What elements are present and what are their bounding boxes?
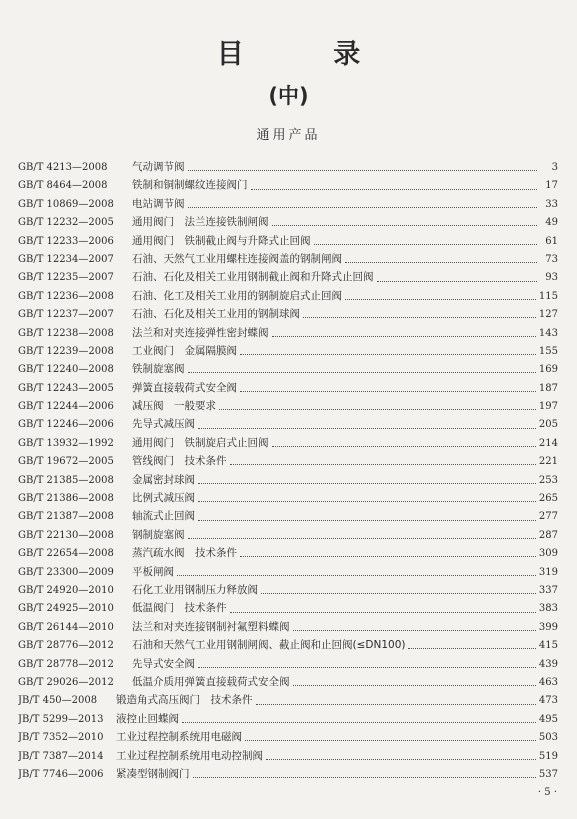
- standard-title: 低温介质用弹簧直接载荷式安全阀: [132, 675, 290, 688]
- dot-leader: [240, 390, 536, 392]
- standard-code: GB/T 12240—2008: [18, 364, 114, 376]
- toc-entry[interactable]: [18, 342, 558, 360]
- standard-title: 紧凑型钢制阀门: [116, 767, 190, 780]
- dot-leader: [240, 353, 536, 355]
- toc-entry[interactable]: [18, 599, 558, 617]
- standard-code: GB/T 24925—2010: [18, 603, 114, 615]
- dot-leader: [219, 408, 536, 410]
- page-ref: 383: [538, 603, 558, 615]
- toc-entry[interactable]: [18, 434, 558, 452]
- dot-leader: [293, 629, 536, 631]
- toc-entry[interactable]: [18, 526, 558, 544]
- dot-leader: [245, 739, 536, 741]
- page-ref: 214: [538, 437, 558, 449]
- standard-code: GB/T 21386—2008: [18, 493, 114, 505]
- dot-leader: [188, 169, 538, 171]
- standard-title: 气动调节阀: [132, 161, 185, 173]
- dot-leader: [198, 500, 536, 502]
- standard-title: 石化工业用钢制压力释放阀: [132, 583, 258, 596]
- dot-leader: [198, 427, 536, 429]
- dot-leader: [177, 574, 536, 576]
- page-ref: 503: [538, 732, 558, 744]
- standard-code: GB/T 26144—2010: [18, 621, 114, 633]
- volume-label: (中): [268, 84, 309, 108]
- dot-leader: [251, 188, 538, 190]
- standard-title: 轴流式止回阀: [132, 510, 195, 523]
- toc-entry[interactable]: [18, 728, 558, 746]
- dot-leader: [188, 537, 536, 539]
- dot-leader: [408, 647, 535, 649]
- page-ref: 3: [551, 162, 558, 173]
- page-ref: 61: [545, 235, 558, 247]
- standard-title: 石油、石化及相关工业用的钢制球阀: [132, 308, 300, 321]
- dot-leader: [293, 684, 536, 686]
- page-ref: 277: [538, 511, 558, 523]
- page-ref: 495: [538, 713, 558, 725]
- page-ref: 187: [538, 382, 558, 394]
- standard-code: JB/T 7746—2006: [18, 768, 104, 780]
- standard-title: 工业过程控制系统用电动控制阀: [116, 749, 263, 762]
- standard-code: GB/T 21387—2008: [18, 511, 114, 523]
- dot-leader: [345, 298, 536, 300]
- dot-leader: [345, 261, 537, 263]
- dot-leader: [266, 758, 536, 760]
- standard-title: 法兰和对夹连接弹性密封蝶阀: [132, 326, 269, 339]
- toc-entry[interactable]: [18, 397, 558, 415]
- toc-entry[interactable]: [18, 636, 558, 654]
- page-ref: 115: [538, 290, 558, 302]
- page-ref: 519: [538, 750, 558, 762]
- dot-leader: [198, 666, 536, 668]
- page-ref: 221: [538, 456, 558, 468]
- standard-code: GB/T 22654—2008: [18, 548, 114, 560]
- dot-leader: [240, 555, 536, 557]
- standard-title: 金属密封球阀: [132, 473, 195, 486]
- page-ref: 93: [545, 272, 558, 284]
- page-ref: 205: [538, 419, 558, 431]
- dot-leader: [272, 224, 538, 226]
- page-ref: 463: [538, 676, 558, 688]
- standard-code: GB/T 13932—1992: [18, 437, 114, 449]
- page-ref: 399: [538, 621, 558, 633]
- toc-entry[interactable]: [18, 232, 558, 250]
- standard-code: GB/T 12239—2008: [18, 345, 114, 357]
- page-ref: 265: [538, 493, 558, 505]
- page-number: · 5 ·: [537, 787, 557, 798]
- section-heading: 通用产品: [256, 128, 321, 143]
- toc-entry[interactable]: [18, 195, 558, 213]
- page-ref: 17: [545, 180, 558, 192]
- toc-entry[interactable]: [18, 747, 558, 765]
- dot-leader: [377, 280, 538, 282]
- standard-title: 石油、化工及相关工业用的钢制旋启式止回阀: [132, 289, 342, 302]
- page-ref: 309: [538, 548, 558, 560]
- dot-leader: [198, 519, 536, 521]
- toc-entry[interactable]: [18, 673, 558, 691]
- standard-code: JB/T 7352—2010: [18, 732, 104, 744]
- standard-code: GB/T 12235—2007: [18, 272, 114, 284]
- toc-entry[interactable]: [18, 250, 558, 268]
- page-title: 目 录: [216, 39, 401, 70]
- standard-title: 通用阀门 铁制旋启式止回阀: [132, 436, 269, 449]
- standard-code: GB/T 12233—2006: [18, 235, 114, 247]
- standard-code: GB/T 19672—2005: [18, 456, 114, 468]
- toc-entry[interactable]: [18, 415, 558, 433]
- page-ref: 143: [538, 327, 558, 339]
- toc-list: [18, 158, 558, 783]
- dot-leader: [272, 335, 536, 337]
- dot-leader: [230, 463, 536, 465]
- page-ref: 537: [538, 768, 558, 780]
- page-ref: 287: [538, 529, 558, 541]
- standard-code: JB/T 7387—2014: [18, 750, 104, 762]
- toc-entry[interactable]: [18, 563, 558, 581]
- dot-leader: [314, 243, 538, 245]
- toc-entry[interactable]: [18, 452, 558, 470]
- dot-leader: [198, 482, 536, 484]
- standard-title: 钢制旋塞阀: [132, 528, 185, 541]
- toc-entry[interactable]: [18, 360, 558, 378]
- page-ref: 473: [538, 695, 558, 707]
- standard-code: JB/T 450—2008: [18, 695, 98, 707]
- page-ref: 197: [538, 401, 558, 413]
- standard-code: GB/T 10869—2008: [18, 198, 114, 210]
- standard-title: 电站调节阀: [132, 197, 185, 210]
- page-ref: 33: [545, 198, 558, 210]
- toc-entry[interactable]: [18, 305, 558, 323]
- standard-title: 平板闸阀: [132, 565, 174, 578]
- page-ref: 155: [538, 345, 558, 357]
- standard-code: GB/T 12243—2005: [18, 382, 114, 394]
- page-ref: 439: [538, 658, 558, 670]
- dot-leader: [256, 703, 536, 705]
- standard-title: 先导式安全阀: [132, 657, 195, 670]
- toc-entry[interactable]: [18, 471, 558, 489]
- toc-entry[interactable]: [18, 158, 558, 176]
- standard-code: GB/T 4213—2008: [18, 162, 108, 173]
- standard-code: GB/T 12234—2007: [18, 253, 114, 265]
- standard-code: GB/T 29026—2012: [18, 676, 114, 688]
- standard-code: GB/T 12232—2005: [18, 217, 114, 229]
- toc-entry[interactable]: [18, 544, 558, 562]
- standard-code: GB/T 12244—2006: [18, 401, 114, 413]
- standard-title: 通用阀门 铁制截止阀与升降式止回阀: [132, 234, 311, 247]
- toc-entry[interactable]: [18, 213, 558, 231]
- toc-entry[interactable]: [18, 765, 558, 783]
- toc-entry[interactable]: [18, 655, 558, 673]
- standard-title: 比例式减压阀: [132, 492, 195, 505]
- toc-entry[interactable]: [18, 710, 558, 728]
- standard-title: 管线阀门 技术条件: [132, 455, 227, 468]
- dot-leader: [193, 776, 536, 778]
- standard-title: 石油、天然气工业用螺柱连接阀盖的钢制闸阀: [132, 252, 342, 265]
- toc-entry[interactable]: [18, 581, 558, 599]
- standard-title: 液控止回蝶阀: [116, 712, 179, 725]
- standard-title: 铁制和铜制螺纹连接阀门: [132, 179, 248, 192]
- page-ref: 127: [538, 309, 558, 321]
- standard-code: GB/T 24920—2010: [18, 584, 114, 596]
- toc-entry[interactable]: [18, 489, 558, 507]
- standard-title: 工业过程控制系统用电磁阀: [116, 731, 242, 744]
- dot-leader: [261, 592, 536, 594]
- standard-title: 法兰和对夹连接钢制衬氟塑料蝶阀: [132, 620, 290, 633]
- dot-leader: [230, 611, 536, 613]
- standard-code: GB/T 21385—2008: [18, 474, 114, 486]
- dot-leader: [188, 206, 538, 208]
- standard-code: GB/T 12236—2008: [18, 290, 114, 302]
- standard-code: GB/T 22130—2008: [18, 529, 114, 541]
- standard-title: 弹簧直接载荷式安全阀: [132, 381, 237, 394]
- toc-entry[interactable]: [18, 507, 558, 525]
- standard-code: GB/T 28776—2012: [18, 640, 114, 652]
- dot-leader: [303, 316, 536, 318]
- standard-title: 石油、石化及相关工业用钢制截止阀和升降式止回阀: [132, 271, 374, 284]
- standard-title: 锻造角式高压阀门 技术条件: [116, 694, 253, 707]
- dot-leader: [182, 721, 536, 723]
- standard-code: JB/T 5299—2013: [18, 713, 104, 725]
- standard-title: 低温阀门 技术条件: [132, 602, 227, 615]
- standard-title: 蒸汽疏水阀 技术条件: [132, 547, 237, 560]
- toc-entry[interactable]: [18, 287, 558, 305]
- page-ref: 49: [545, 217, 558, 229]
- toc-entry[interactable]: [18, 379, 558, 397]
- standard-code: GB/T 12237—2007: [18, 309, 114, 321]
- page-ref: 337: [538, 584, 558, 596]
- standard-title: 铁制旋塞阀: [132, 363, 185, 376]
- standard-title: 减压阀 一般要求: [132, 400, 216, 413]
- page-ref: 319: [538, 566, 558, 578]
- standard-code: GB/T 28778—2012: [18, 658, 114, 670]
- toc-entry[interactable]: [18, 176, 558, 194]
- standard-code: GB/T 8464—2008: [18, 180, 108, 192]
- standard-title: 先导式减压阀: [132, 418, 195, 431]
- dot-leader: [272, 445, 536, 447]
- dot-leader: [188, 371, 536, 373]
- standard-code: GB/T 23300—2009: [18, 566, 114, 578]
- toc-entry[interactable]: [18, 691, 558, 709]
- toc-entry[interactable]: [18, 268, 558, 286]
- page-ref: 253: [538, 474, 558, 486]
- standard-title: 工业阀门 金属隔膜阀: [132, 344, 237, 357]
- standard-title: 通用阀门 法兰连接铁制闸阀: [132, 216, 269, 229]
- standard-code: GB/T 12246—2006: [18, 419, 114, 431]
- toc-entry[interactable]: [18, 324, 558, 342]
- page-ref: 73: [545, 253, 558, 265]
- standard-title: 石油和天然气工业用钢制闸阀、截止阀和止回阀(≤DN100): [132, 639, 406, 652]
- toc-entry[interactable]: [18, 618, 558, 636]
- page-ref: 415: [538, 640, 558, 652]
- page-ref: 169: [538, 364, 558, 376]
- standard-code: GB/T 12238—2008: [18, 327, 114, 339]
